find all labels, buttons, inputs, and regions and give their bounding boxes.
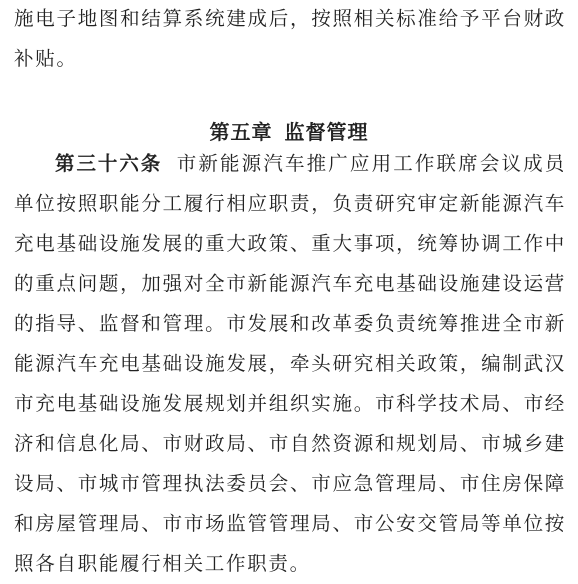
article-paragraph <box>14 144 566 584</box>
article-label: 第三十六条 <box>55 152 163 175</box>
article-text: 市新能源汽车推广应用工作联席会议成员单位按照职能分工履行相应职责，负责研究审定新能源汽车充电基础设施发展的重大政策、重大事项，统筹协调工作中的重点问题，加强对全市新能源汽车充电基础设施建设运营的指导、监督和管理。市发展和改革委负责统筹推进全市新能源汽车充电基础设施发展，牵头研究相关政策，编制武汉市充电基础设施发展规划并组织实施。市科学技术局、市经济和信息化局、市财政局、市自然资源和规划局、市城乡建设局、市城市管理执法委员会、市应急管理局、市住房保障和房屋管理局、市市场监管管理局、市公安交管局等单位按照各自职能履行相关工作职责。 <box>14 152 566 575</box>
continued-paragraph: 施电子地图和结算系统建成后，按照相关标准给予平台财政补贴。 <box>14 7 566 70</box>
chapter-title: 监督管理 <box>284 120 369 144</box>
chapter-number: 第五章 <box>209 120 273 144</box>
